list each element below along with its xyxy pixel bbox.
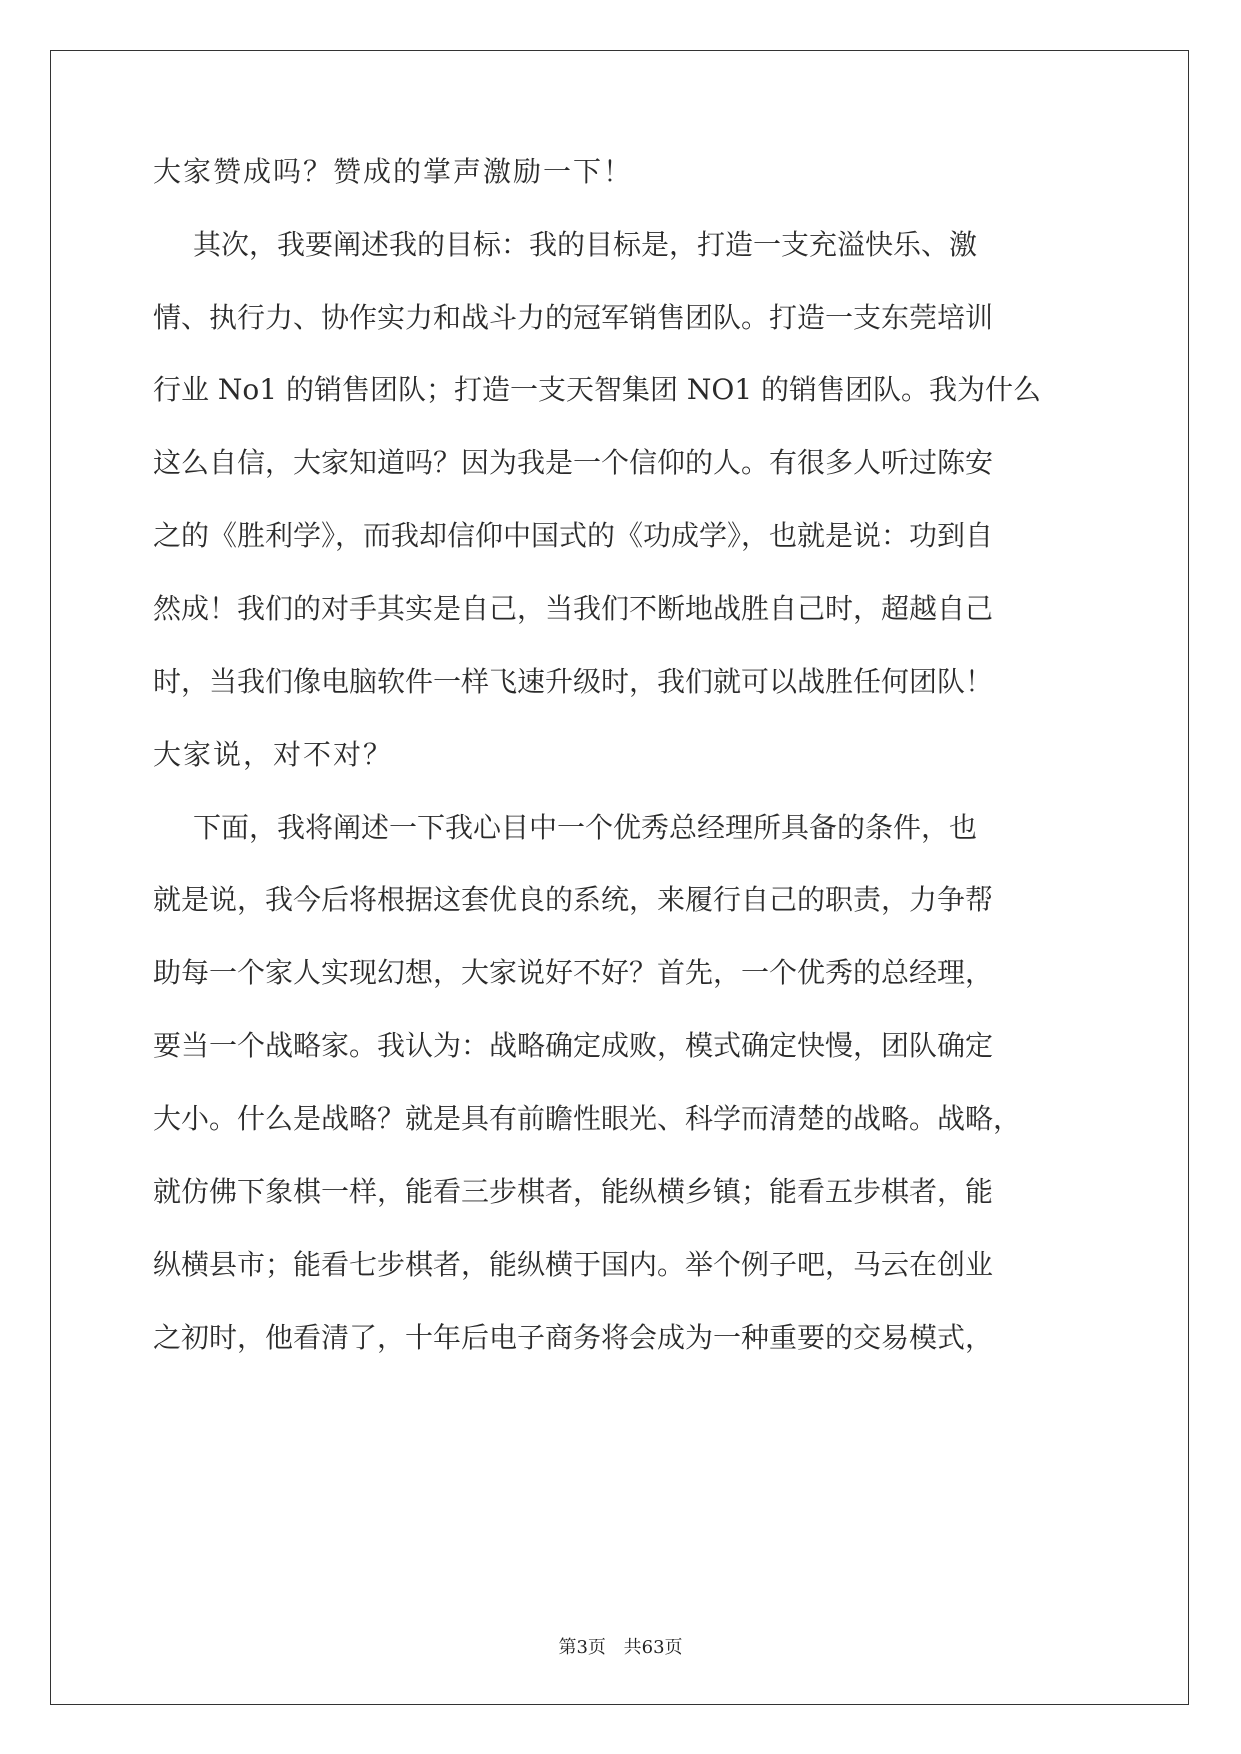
text-line: 下面，我将阐述一下我心目中一个优秀总经理所具备的条件，也 <box>193 811 978 844</box>
total-pages-label: 共63页 <box>623 1637 683 1658</box>
text-line: 就是说，我今后将根据这套优良的系统，来履行自己的职责，力争帮 <box>153 883 994 916</box>
text-line: 助每一个家人实现幻想，大家说好不好？首先，一个优秀的总经理， <box>153 956 994 989</box>
text-line: 行业 No1 的销售团队；打造一支天智集团 NO1 的销售团队。我为什么 <box>153 373 1042 406</box>
text-line: 大家赞成吗？赞成的掌声激励一下！ <box>153 155 634 188</box>
text-line: 纵横县市；能看七步棋者，能纵横于国内。举个例子吧，马云在创业 <box>153 1248 994 1281</box>
text-line: 大小。什么是战略？就是具有前瞻性眼光、科学而清楚的战略。战略， <box>153 1102 1022 1135</box>
text-line: 之的《胜利学》，而我却信仰中国式的《功成学》，也就是说：功到自 <box>153 519 994 552</box>
text-line: 然成！我们的对手其实是自己，当我们不断地战胜自己时，超越自己 <box>153 592 994 625</box>
text-line: 要当一个战略家。我认为：战略确定成败，模式确定快慢，团队确定 <box>153 1029 994 1062</box>
text-line: 其次，我要阐述我的目标：我的目标是，打造一支充溢快乐、激 <box>193 228 978 261</box>
text-line: 大家说，对不对？ <box>153 738 394 771</box>
text-line: 就仿佛下象棋一样，能看三步棋者，能纵横乡镇；能看五步棋者，能 <box>153 1175 994 1208</box>
current-page-label: 第3页 <box>558 1637 606 1658</box>
text-line: 之初时，他看清了，十年后电子商务将会成为一种重要的交易模式， <box>153 1321 994 1354</box>
text-line: 这么自信，大家知道吗？因为我是一个信仰的人。有很多人听过陈安 <box>153 446 994 479</box>
page-footer <box>0 1636 1241 1660</box>
text-line: 时，当我们像电脑软件一样飞速升级时，我们就可以战胜任何团队！ <box>153 665 994 698</box>
text-line: 情、执行力、协作实力和战斗力的冠军销售团队。打造一支东莞培训 <box>153 301 994 334</box>
